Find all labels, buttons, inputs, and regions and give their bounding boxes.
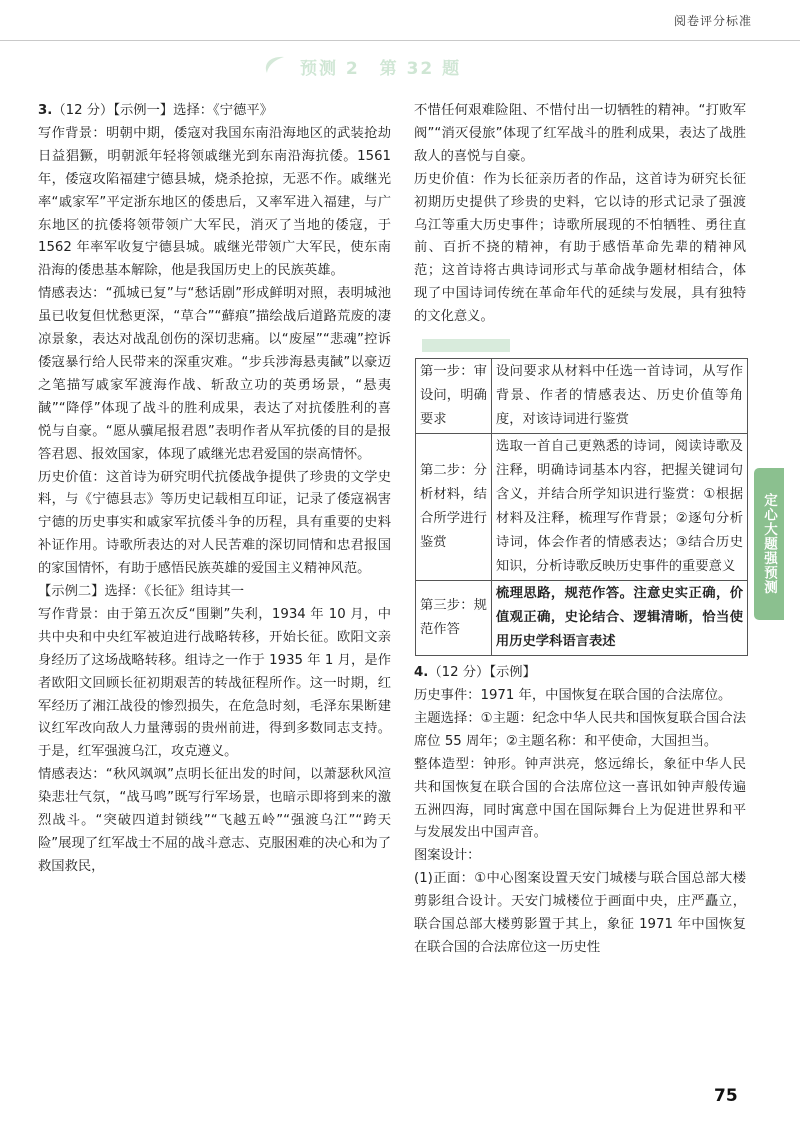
table-row — [416, 359, 748, 434]
step-body: 设问要求从材料中任选一首诗词，从写作背景、作者的情感表达、历史价值等角度，对该诗词进行鉴赏 — [491, 359, 747, 434]
paragraph-emotion-2: 情感表达：“秋风飒飒”点明长征出发的时间，以萧瑟秋风渲染悲壮气氛，“战马鸣”既写行军场景，也暗示即将到来的激烈战斗。“突破四道封锁线”“飞越五岭”“强渡乌江”“跨天险”展现了红军战士不屈的战斗意志、克服困难的决心和为了救国救民， — [38, 767, 391, 874]
paragraph-historical-event: 历史事件：1971 年，中国恢复在联合国的合法席位。 — [414, 687, 732, 703]
section-banner — [260, 52, 500, 78]
question-3-heading — [38, 100, 391, 123]
header-title: 阅卷评分标准 — [673, 14, 752, 28]
question-number: 4. — [414, 665, 429, 681]
question-number: 3. — [38, 103, 53, 118]
step-label: 第二步：分析材料，结合所学进行鉴赏 — [416, 434, 492, 581]
question-heading-text: （12 分）【示例】 — [428, 665, 536, 681]
question-4-heading — [414, 662, 746, 685]
table-row — [416, 434, 748, 581]
paragraph-historical-value-2: 历史价值：作为长征亲历者的作品，这首诗为研究长征初期历史提供了珍贵的史料，它以诗的形式记录了强渡乌江等重大历史事件；诗歌所展现的不怕牺牲、勇往直前、百折不挠的精神，有助于感悟革命先辈的精神风范；这首诗将古典诗词形式与革命战争题材相结合，体现了中国诗词传统在革命年代的延续与发展，具有独特的文化意义。 — [414, 171, 746, 325]
example-two-heading: 【示例二】选择：《长征》组诗其一 — [38, 584, 245, 600]
step-body: 梳理思路，规范作答。注意史实正确，价值观正确，史论结合、逻辑清晰，恰当使用历史学科语言表述 — [491, 581, 747, 656]
swoosh-icon — [260, 54, 288, 76]
step-label: 第三步：规范作答 — [416, 581, 492, 656]
paragraph-writing-background-1: 写作背景：明朝中期，倭寇对我国东南沿海地区的武装抢劫日益猖獗，明朝派年轻将领戚继光到东南沿海抗倭。1561 年，倭寇攻陷福建宁德县城，烧杀抢掠，无恶不作。戚继光率“戚家军”平定浙东地区的倭患后，又率军进入福建，与广东地区的抗倭将领带领广大军民，消灭了当地的倭寇，于 1562 年率军收复宁德县城。戚继光带领广大军民，使东南沿海的倭患基本解除，他是我国历史上的民族英雄。 — [38, 125, 391, 279]
paragraph-writing-background-2: 写作背景：由于第五次反“围剿”失利，1934 年 10 月，中共中央和中央红军被迫进行战略转移，开始长征。欧阳文亲身经历了这场战略转移。组诗之一作于 1935 年 1 月，是作者欧阳文回顾长征初期艰苦的转战征程所作。这一时期，红军经历了湘江战役的惨烈损失，在危急时刻，毛泽东果断建议红军改向敌人力量薄弱的贵州前进，得到多数同志支持。于是，红军强渡乌江，攻克遵义。 — [38, 606, 391, 760]
question-heading-text: （12 分）【示例一】选择：《宁德平》 — [52, 103, 273, 118]
paragraph-theme: 主题选择：①主题：纪念中华人民共和国恢复联合国合法席位 55 周年；②主题名称：和平使命，大国担当。 — [414, 710, 746, 749]
paragraph-emotion-1: 情感表达：“孤城已复”与“愁话剧”形成鲜明对照，表明城池虽已收复但忧愁更深，“草合”“蘚痕”描绘战后道路荒废的凄凉景象，表达对战乱创伤的深切悲痛。以“废屋”“悲魂”控诉倭寇暴行给人民带来的深重灾难。“步兵涉海悬夷馘”以豪迈之笔描写戚家军渡海作战、斩敌立功的英勇场景，“悬夷馘”“降俘”体现了战斗的胜利成果，表达了对抗倭胜利的喜悦与自豪。“愿从骥尾报君恩”表明作者从军抗倭的目的是报答君恩、报效国家，体现了戚继光忠君爱国的崇高情怀。 — [38, 286, 391, 462]
right-column — [414, 100, 746, 960]
side-tab: 定心大题强预测 — [754, 468, 784, 620]
paragraph-historical-value-1: 历史价值：这首诗为研究明代抗倭战争提供了珍贵的文学史料，与《宁德县志》等历史记载相互印证，记录了倭寇祸害宁德的历史事实和戚家军抗倭斗争的历程，具有重要的史料补证作用。诗歌所表达的对人民苦难的深切同情和忠君报国的家国情怀，有助于感悟民族英雄的爱国主义精神风范。 — [38, 469, 391, 577]
paragraph-shape: 整体造型：钟形。钟声洪亮，悠远绵长，象征中华人民共和国恢复在联合国的合法席位这一喜讯如钟声般传遍五洲四海，同时寓意中国在国际舞台上为促进世界和平与发展发出中国声音。 — [414, 756, 746, 841]
paragraph-continuation: 不惜任何艰难险阻、不惜付出一切牺牲的精神。“打败军阀”“消灭侵旅”体现了红军战斗的胜利成果，表达了战胜敌人的喜悦与自豪。 — [414, 103, 746, 164]
left-column — [38, 100, 391, 879]
banner-topic: 第 32 题 — [379, 59, 462, 79]
paragraph-front-design: (1)正面：①中心图案设置天安门城楼与联合国总部大楼剪影组合设计。天安门城楼位于画面中央，庄严矗立，联合国总部大楼剪影置于其上，象征 1971 年中国恢复在联合国的合法席位这一历史性 — [414, 871, 746, 955]
page-number: 75 — [714, 1086, 738, 1106]
step-label: 第一步：审设问，明确要求 — [416, 359, 492, 434]
banner-label: 预测 2 — [300, 59, 360, 79]
method-tag — [422, 339, 510, 352]
table-row — [416, 581, 748, 656]
step-body: 选取一首自己更熟悉的诗词，阅读诗歌及注释，明确诗词基本内容，把握关键词句含义，并结合所学知识进行鉴赏：①根据材料及注释，梳理写作背景；②逐句分析诗词，体会作者的情感表达；③结合历史知识，分析诗歌反映历史事件的重要意义 — [491, 434, 747, 581]
paragraph-pattern-heading: 图案设计： — [414, 848, 481, 864]
steps-table — [415, 358, 748, 656]
header-rule — [0, 40, 800, 41]
